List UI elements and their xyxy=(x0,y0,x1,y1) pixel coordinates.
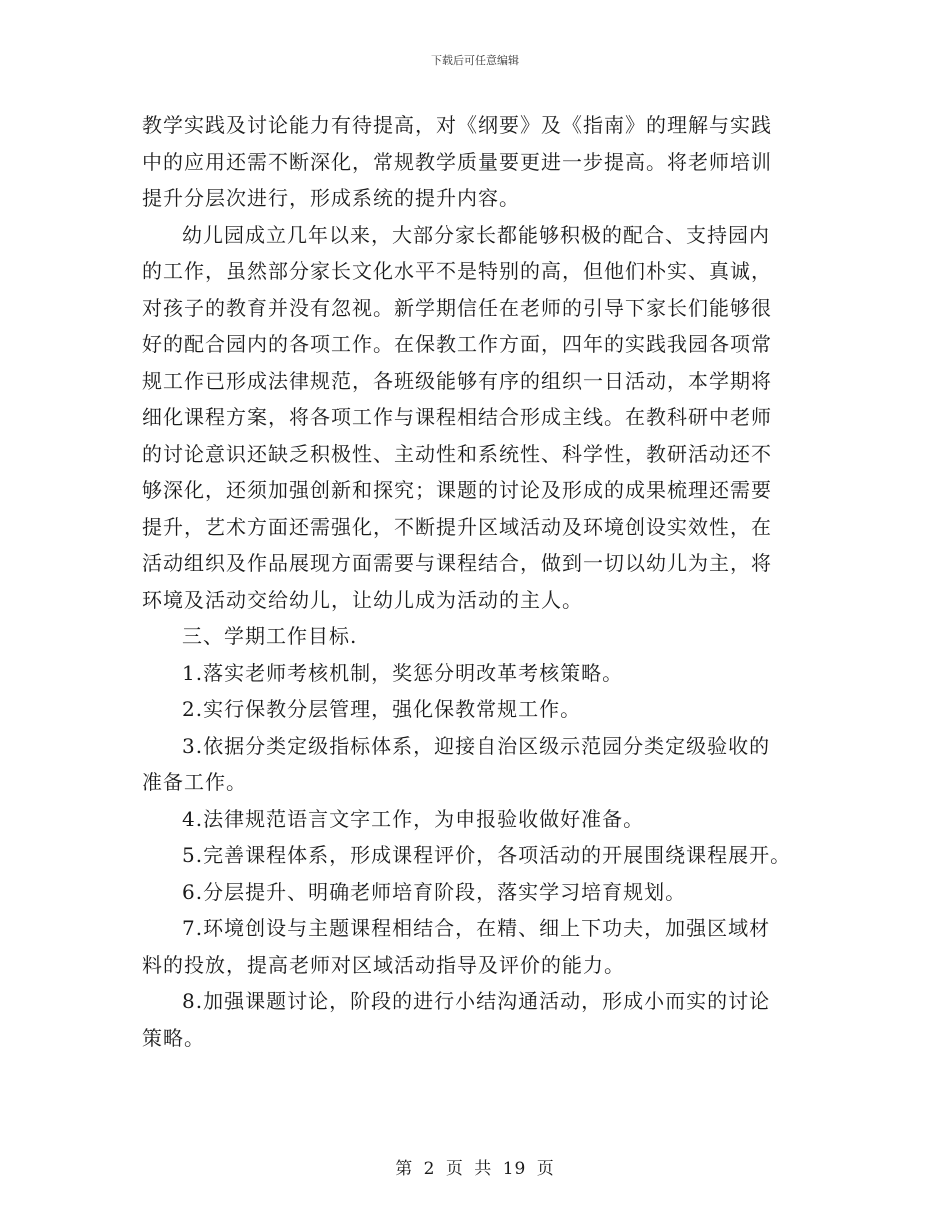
text-line: 细化课程方案，将各项工作与课程相结合形成主线。在教科研中老师 xyxy=(142,405,772,429)
text-line: 活动组织及作品展现方面需要与课程结合，做到一切以幼儿为主，将 xyxy=(142,551,772,575)
text-line: 提升分层次进行，形成系统的提升内容。 xyxy=(142,186,520,210)
text-line: 够深化，还须加强创新和探究；课题的讨论及形成的成果梳理还需要 xyxy=(142,478,772,502)
text-line: 教学实践及讨论能力有待提高，对《纲要》及《指南》的理解与实践 xyxy=(142,113,772,137)
list-item xyxy=(142,728,814,801)
text-line: 的工作，虽然部分家长文化水平不是特别的高，但他们朴实、真诚， xyxy=(142,259,772,283)
text-line: 对孩子的教育并没有忽视。新学期信任在老师的引导下家长们能够很 xyxy=(142,295,772,320)
paragraph xyxy=(142,107,814,217)
list-item xyxy=(142,691,814,728)
text-line: 料的投放，提高老师对区域活动指导及评价的能力。 xyxy=(142,952,625,977)
document-body xyxy=(142,107,814,1056)
text-line: 1.落实老师考核机制，奖惩分明改革考核策略。 xyxy=(182,660,624,685)
text-line: 7.环境创设与主题课程相结合，在精、细上下功夫，加强区域材 xyxy=(182,916,771,940)
text-line: 5.完善课程体系，形成课程评价，各项活动的开展围绕课程展开。 xyxy=(182,843,792,867)
text-line: 策略。 xyxy=(142,1025,205,1050)
list-item xyxy=(142,874,814,911)
text-line: 3.依据分类定级指标体系，迎接自治区级示范园分类定级验收的 xyxy=(182,733,771,758)
list-item xyxy=(142,801,814,838)
text-line: 提升，艺术方面还需强化，不断提升区域活动及环境创设实效性，在 xyxy=(142,514,772,539)
list-item xyxy=(142,837,814,874)
text-line: 规工作已形成法律规范，各班级能够有序的组织一日活动，本学期将 xyxy=(142,368,772,393)
list-item xyxy=(142,655,814,692)
text-line: 8.加强课题讨论，阶段的进行小结沟通活动，形成小而实的讨论 xyxy=(182,989,771,1013)
text-line: 环境及活动交给幼儿，让幼儿成为活动的主人。 xyxy=(142,587,583,612)
paragraph xyxy=(142,217,814,619)
text-line: 的讨论意识还缺乏积极性、主动性和系统性、科学性，教研活动还不 xyxy=(142,441,772,466)
text-line: 准备工作。 xyxy=(142,770,247,794)
text-line: 2.实行保教分层管理，强化保教常规工作。 xyxy=(182,697,582,721)
text-line: 幼儿园成立几年以来，大部分家长都能够积极的配合、支持园内 xyxy=(182,222,770,247)
page-header-note: 下载后可任意编辑 xyxy=(431,54,519,67)
text-line: 6.分层提升、明确老师培育阶段，落实学习培育规划。 xyxy=(182,879,687,904)
text-line: 中的应用还需不断深化，常规教学质量要更进一步提高。将老师培训 xyxy=(142,149,772,174)
text-line: 三、学期工作目标. xyxy=(182,624,358,648)
page-number-footer: 第 2 页 共 19 页 xyxy=(395,1159,555,1179)
list-item xyxy=(142,983,814,1056)
list-item xyxy=(142,910,814,983)
text-line: 好的配合园内的各项工作。在保教工作方面，四年的实践我园各项常 xyxy=(142,332,772,356)
text-line: 4.法律规范语言文字工作，为申报验收做好准备。 xyxy=(182,806,645,831)
section-heading xyxy=(142,618,814,655)
